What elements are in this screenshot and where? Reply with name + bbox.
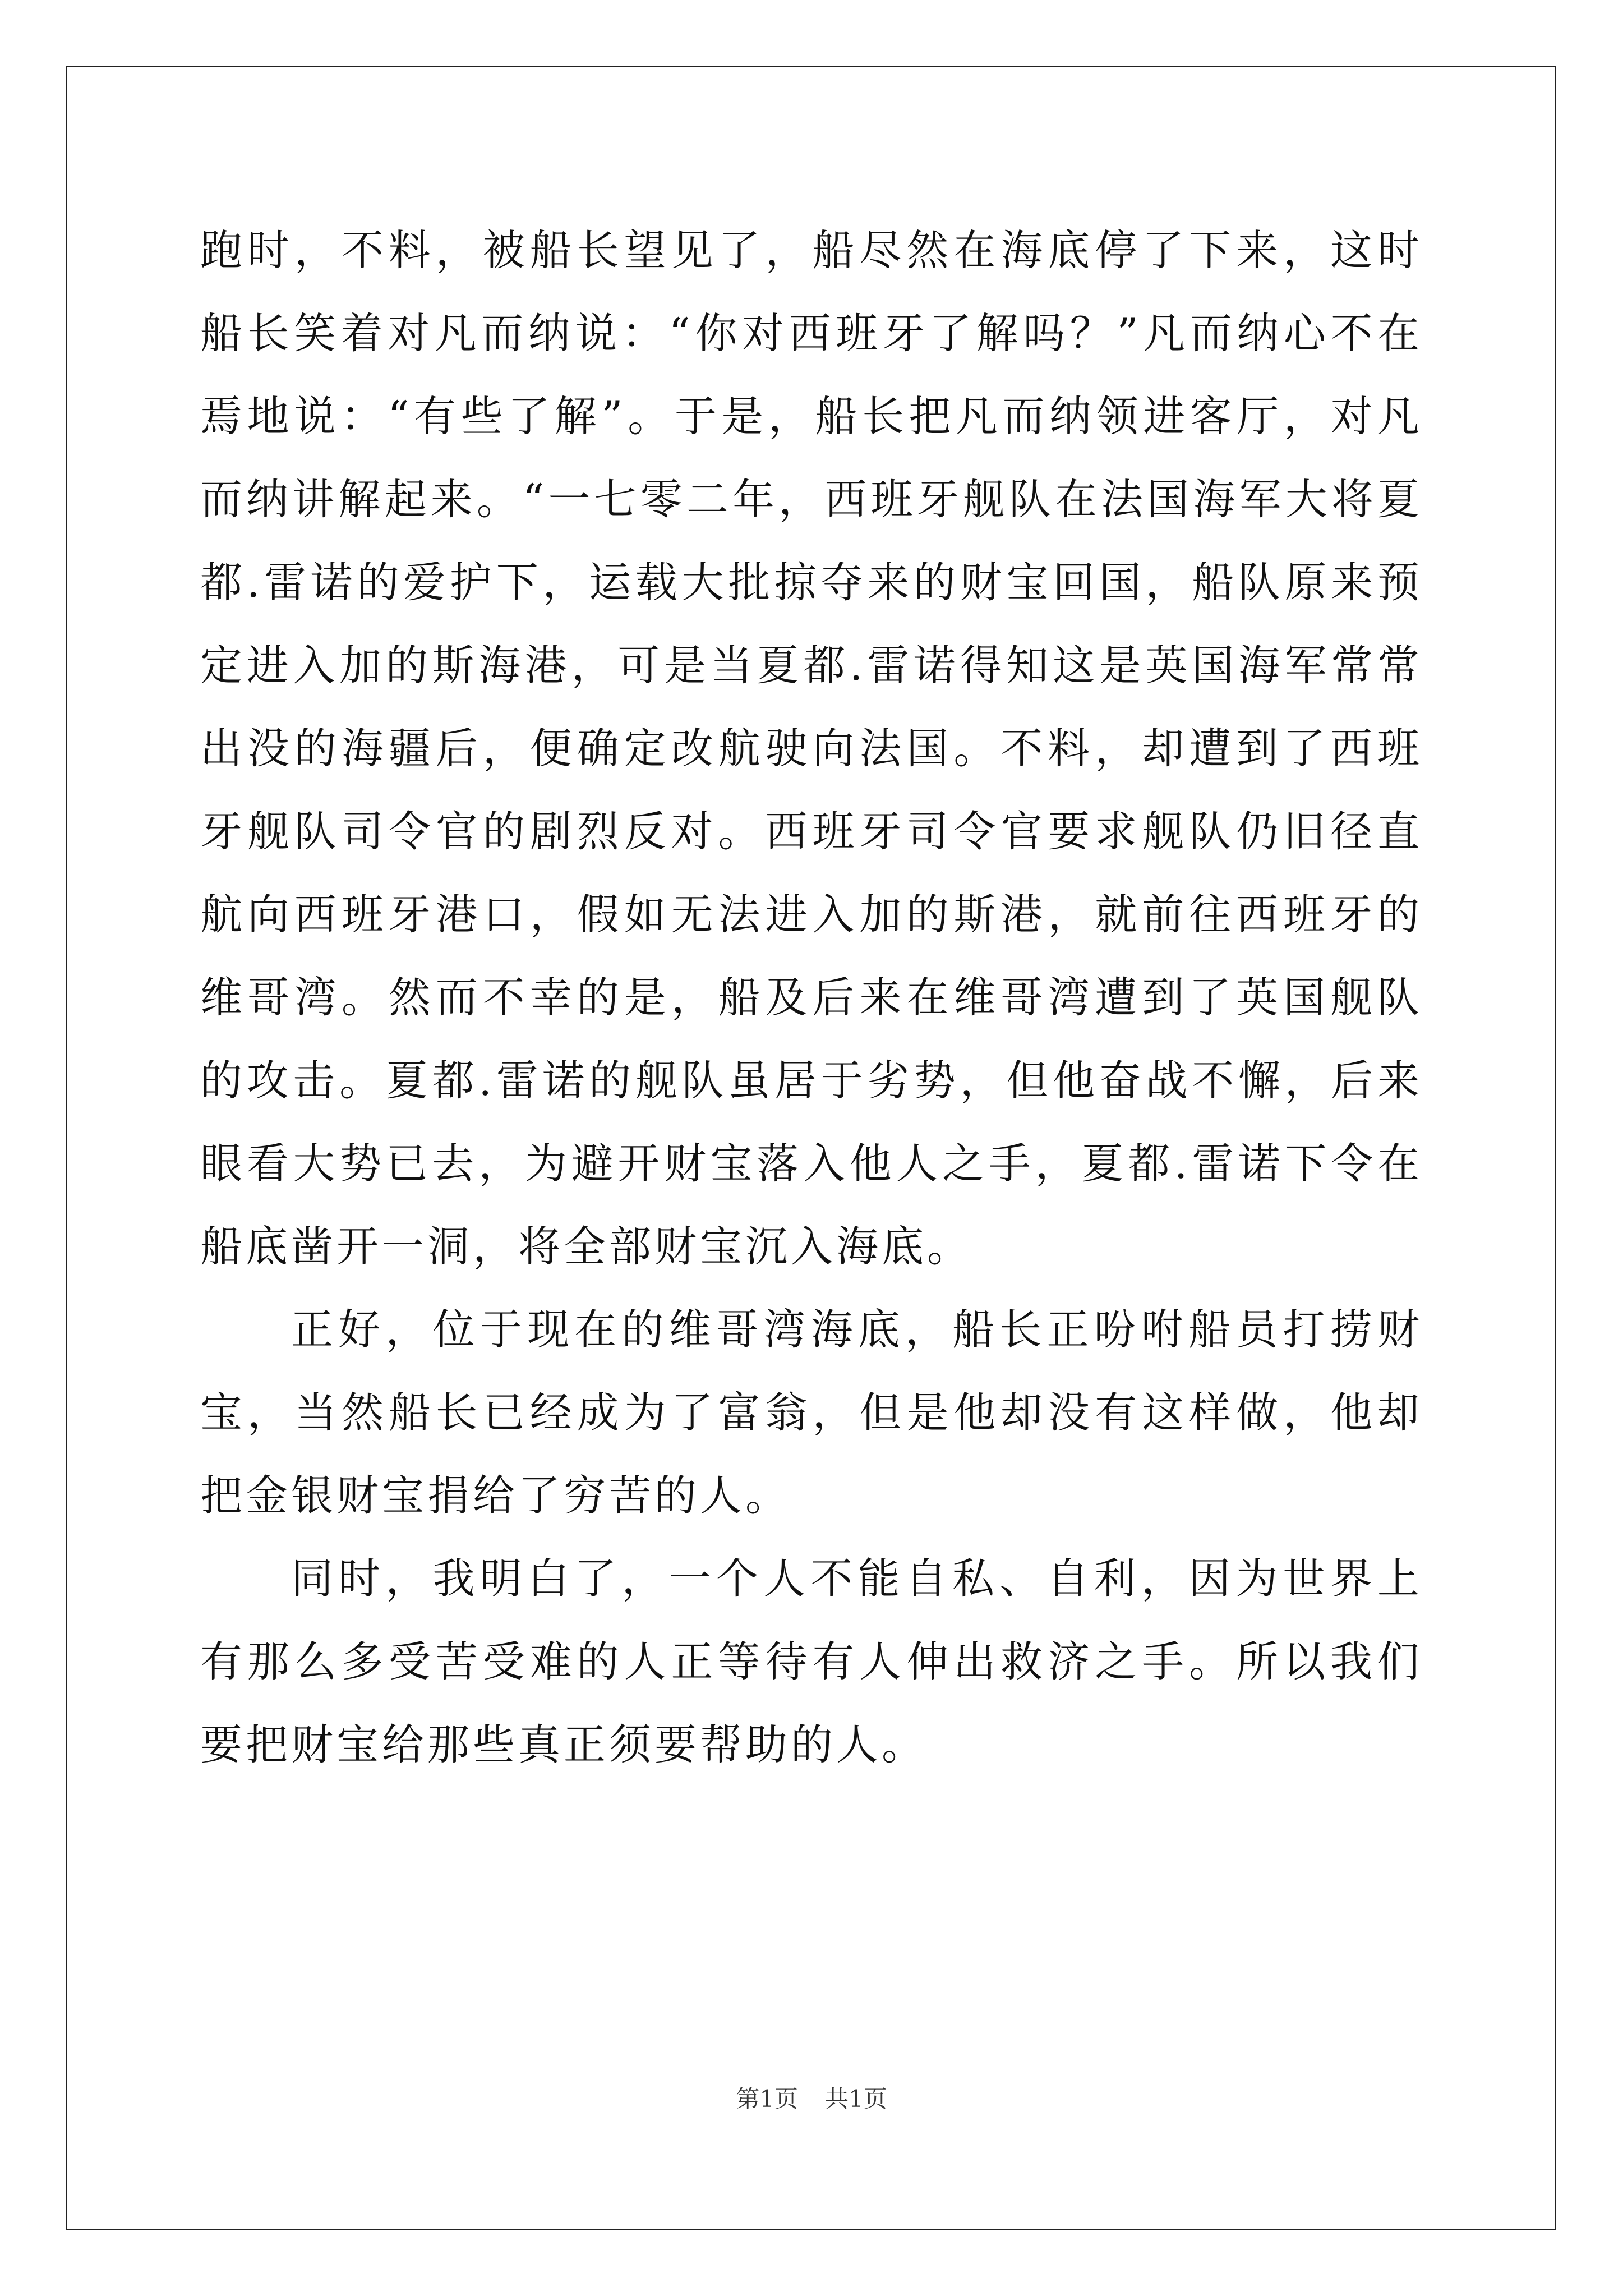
- page-footer: [0, 2082, 1623, 2116]
- paragraph-3: 同时，我明白了，一个人不能自私、自利，因为世界上有那么多受苦受难的人正等待有人伸出救济之手。所以我们要把财宝给那些真正须要帮助的人。: [200, 1554, 1423, 1769]
- page-number: 第1页: [736, 2085, 798, 2113]
- paragraph-2: 正好，位于现在的维哥湾海底，船长正吩咐船员打捞财宝，当然船长已经成为了富翁，但是他却没有这样做，他却把金银财宝捐给了穷苦的人。: [200, 1305, 1423, 1520]
- page-total: 共1页: [825, 2085, 887, 2113]
- document-body: [200, 209, 1423, 1786]
- paragraph-1: 跑时，不料，被船长望见了，船尽然在海底停了下来，这时船长笑着对凡而纳说：“你对西班牙了解吗？”凡而纳心不在焉地说：“有些了解”。于是，船长把凡而纳领进客厅，对凡而纳讲解起来。“一七零二年，西班牙舰队在法国海军大将夏都.雷诺的爱护下，运载大批掠夺来的财宝回国，船队原来预定进入加的斯海港，可是当夏都.雷诺得知这是英国海军常常出没的海疆后，便确定改航驶向法国。不料，却遭到了西班牙舰队司令官的剧烈反对。西班牙司令官要求舰队仍旧径直航向西班牙港口，假如无法进入加的斯港，就前往西班牙的维哥湾。然而不幸的是，船及后来在维哥湾遭到了英国舰队的攻击。夏都.雷诺的舰队虽居于劣势，但他奋战不懈，后来眼看大势已去，为避开财宝落入他人之手，夏都.雷诺下令在船底凿开一洞，将全部财宝沉入海底。: [200, 226, 1423, 1271]
